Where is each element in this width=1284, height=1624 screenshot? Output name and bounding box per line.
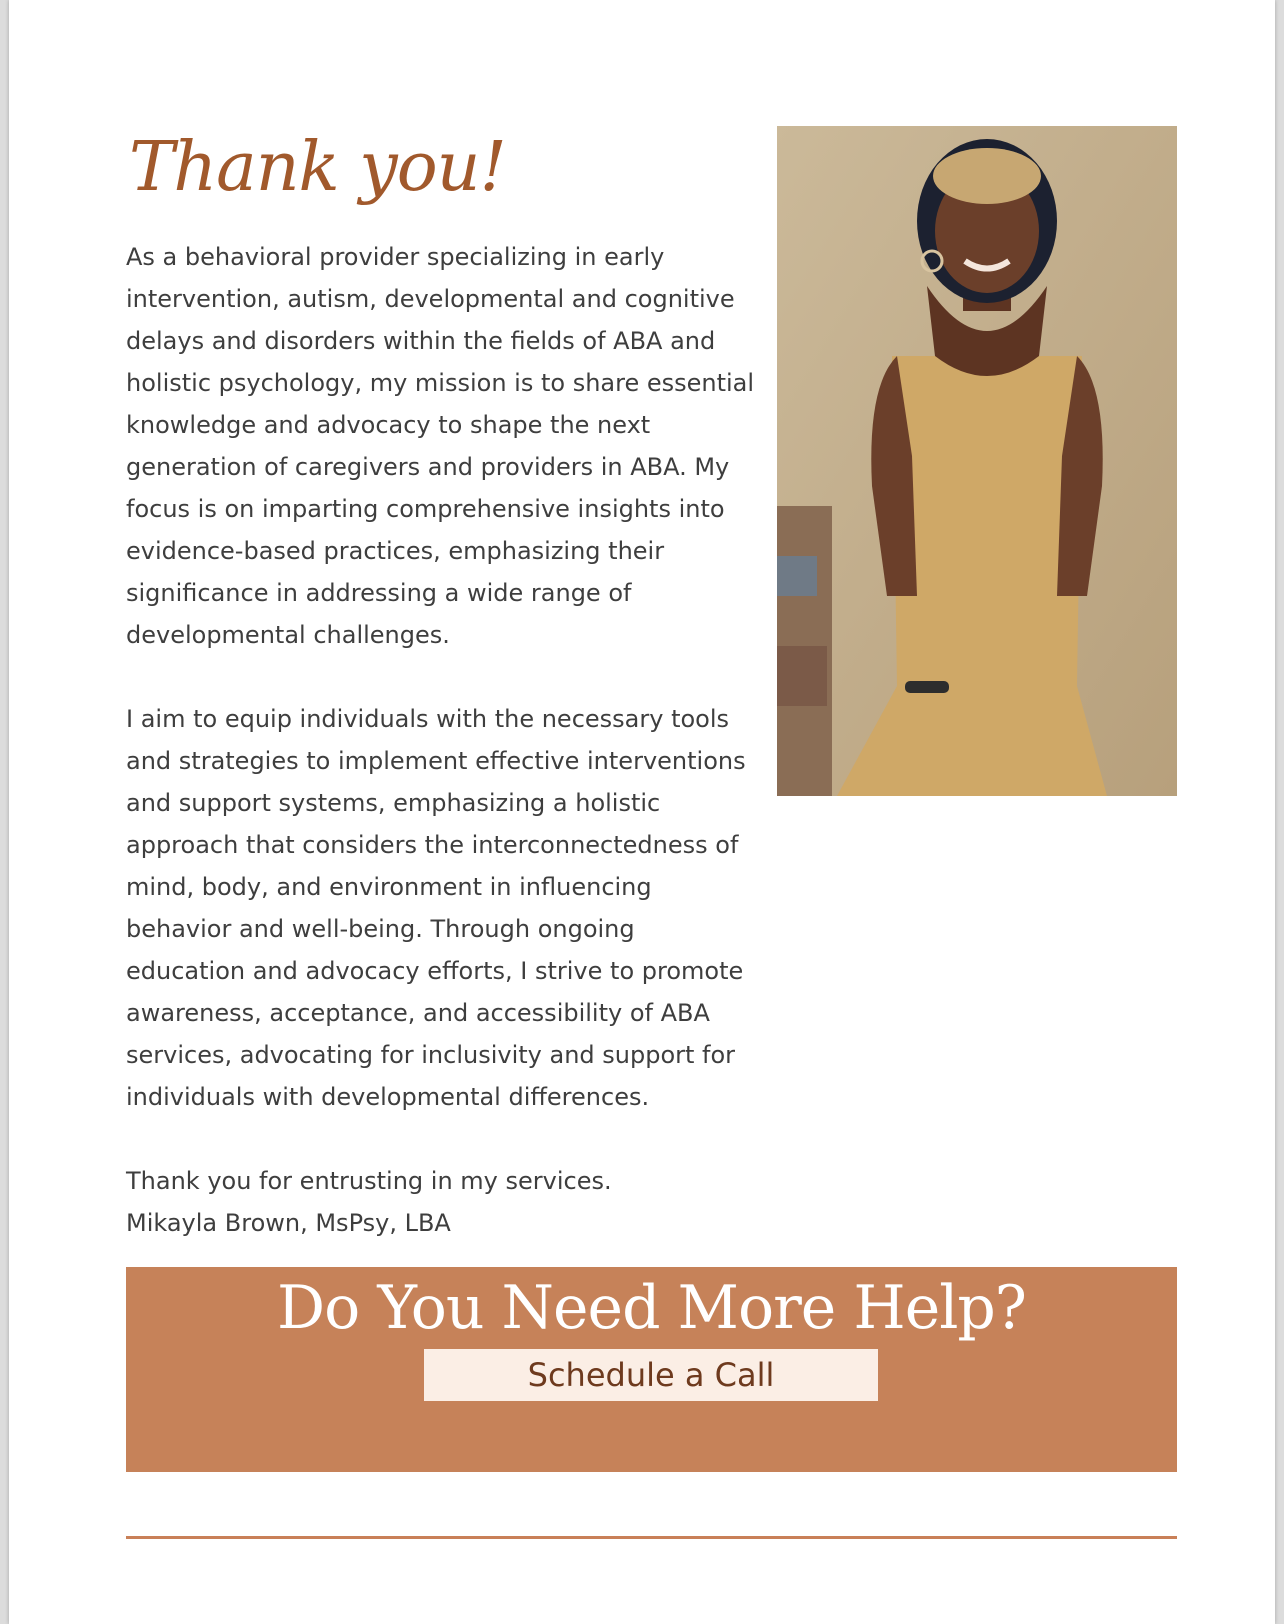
- help-banner: [126, 1267, 1177, 1472]
- paragraph-spacer: [126, 656, 756, 698]
- intro-paragraph-1: As a behavioral provider specializing in early intervention, autism, developmental and cognitive delays and disorders within the fields of ABA and holistic psychology, my mission is to share essential knowledge and advocacy to shape the next generation of caregivers and providers in ABA. My focus is on imparting comprehensive insights into evidence-based practices, emphasizing their significance in addressing a wide range of developmental challenges.: [126, 243, 755, 649]
- schedule-call-button[interactable]: Schedule a Call: [424, 1349, 878, 1401]
- signature: Mikayla Brown, MsPsy, LBA: [126, 1209, 451, 1237]
- page-title: Thank you!: [129, 128, 506, 207]
- portrait-illustration: [777, 126, 1177, 796]
- help-heading: Do You Need More Help?: [277, 1273, 1026, 1343]
- closing-line: Thank you for entrusting in my services.: [126, 1167, 612, 1195]
- paragraph-spacer: [126, 1118, 756, 1160]
- intro-text: [126, 236, 756, 1244]
- portrait-photo: [777, 126, 1177, 796]
- intro-paragraph-2: I aim to equip individuals with the necessary tools and strategies to implement effective interventions and support systems, emphasizing a holistic approach that considers the interconnectedness of mind, body, and environment in influencing behavior and well-being. Through ongoing education and advocacy efforts, I strive to promote awareness, acceptance, and accessibility of ABA services, advocating for inclusivity and support for individuals with developmental differences.: [126, 705, 746, 1111]
- footer-divider: [126, 1536, 1177, 1539]
- page: [9, 0, 1275, 1624]
